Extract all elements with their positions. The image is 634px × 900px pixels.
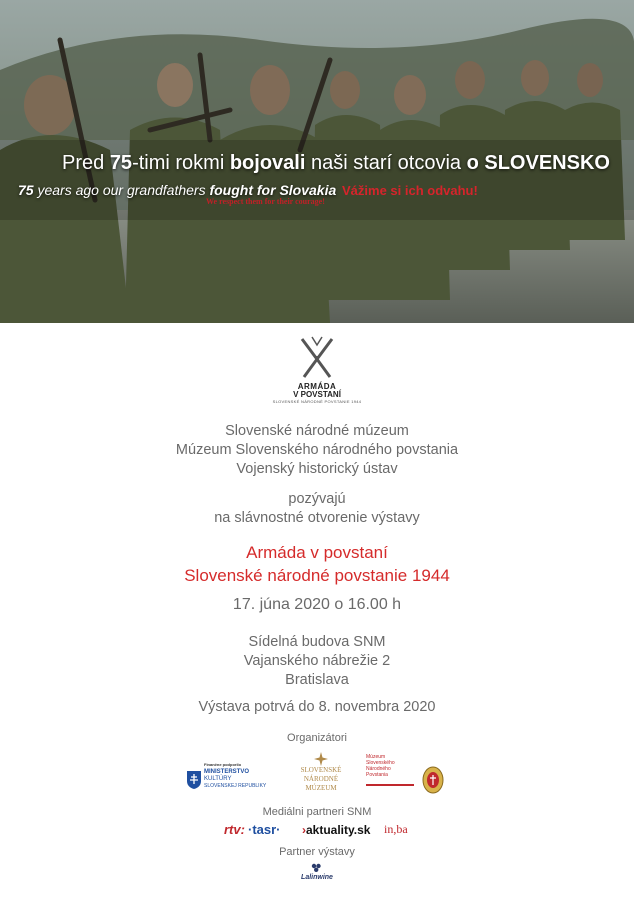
msnp-line-3: Národného xyxy=(366,766,391,772)
tasr-logo: ·tasr· xyxy=(248,822,281,837)
wine-grape-icon xyxy=(310,862,324,874)
organizer-line-1: Slovenské národné múzeum xyxy=(225,423,409,439)
aktuality-logo xyxy=(302,823,370,837)
snm-line-3: MÚZEUM xyxy=(305,784,337,792)
rtv-logo: rtv: xyxy=(224,822,245,837)
hero-english-headline: 75 years ago our grandfathers fought for Slovakia xyxy=(18,182,337,198)
invite-line-2: na slávnostné otvorenie výstavy xyxy=(214,510,420,526)
emblem-title-2: V POVSTANÍ xyxy=(293,390,341,399)
organizer-line-3: Vojenský historický ústav xyxy=(236,461,398,477)
lalinwine-name: Lalinwine xyxy=(301,874,333,881)
ministry-line-2: KULTÚRY xyxy=(204,776,232,782)
inba-logo: in,ba xyxy=(384,822,408,836)
exhibition-title-2: Slovenské národné povstanie 1944 xyxy=(184,566,450,585)
ministry-logo xyxy=(186,762,276,798)
ministry-line-3: SLOVENSKEJ REPUBLIKY xyxy=(204,783,267,789)
organizers-label: Organizátori xyxy=(287,732,347,744)
hero-slogan: Vážime si ich odvahu! xyxy=(342,183,478,198)
msnp-line-2: Slovenského xyxy=(366,760,395,766)
venue-line-3: Bratislava xyxy=(285,672,349,688)
slovak-coat-of-arms-icon xyxy=(186,770,202,790)
msnp-line-4: Povstania xyxy=(366,772,388,778)
ministry-line-1: MINISTERSTVO xyxy=(204,769,250,775)
snm-line-2: NÁRODNÉ xyxy=(303,775,339,783)
emblem-subtitle: SLOVENSKÉ NÁRODNÉ POVSTANIE 1944 xyxy=(272,399,362,404)
snm-logo xyxy=(296,752,346,800)
exhibition-datetime: 17. júna 2020 o 16.00 h xyxy=(232,596,402,613)
exhibition-partner-label: Partner výstavy xyxy=(279,846,355,858)
venue-line-1: Sídelná budova SNM xyxy=(248,634,386,650)
emblem-title-1: ARMÁDA xyxy=(297,382,337,391)
exhibition-duration: Výstava potrvá do 8. novembra 2020 xyxy=(198,699,436,715)
ministry-support-label: Finančne podporilo xyxy=(204,762,242,767)
hero-photo xyxy=(0,0,634,323)
msnp-logo xyxy=(366,754,416,796)
hero-slogan-english: We respect them for their courage! xyxy=(206,197,325,206)
vhu-emblem-logo xyxy=(422,766,444,794)
aktuality-arrow-icon: › xyxy=(302,823,306,837)
exhibition-title-1: Armáda v povstaní xyxy=(246,543,388,562)
lalinwine-logo xyxy=(0,862,634,881)
msnp-underline xyxy=(366,784,414,786)
aktuality-label: aktuality.sk xyxy=(306,823,371,837)
snm-star-icon xyxy=(314,752,328,766)
invite-line-1: pozývajú xyxy=(288,491,346,507)
snm-line-1: SLOVENSKÉ xyxy=(300,766,342,774)
media-partners-label: Mediálni partneri SNM xyxy=(262,806,372,818)
organizer-line-2: Múzeum Slovenského národného povstania xyxy=(175,442,459,458)
military-shield-icon xyxy=(422,766,444,794)
hero-headline: Pred 75-timi rokmi bojovali naši starí otcovia o SLOVENSKO xyxy=(62,152,610,174)
msnp-line-1: Múzeum xyxy=(366,754,386,760)
media-logos-row xyxy=(0,822,634,840)
sabres-icon xyxy=(292,333,342,383)
venue-line-2: Vajanského nábrežie 2 xyxy=(243,653,391,669)
